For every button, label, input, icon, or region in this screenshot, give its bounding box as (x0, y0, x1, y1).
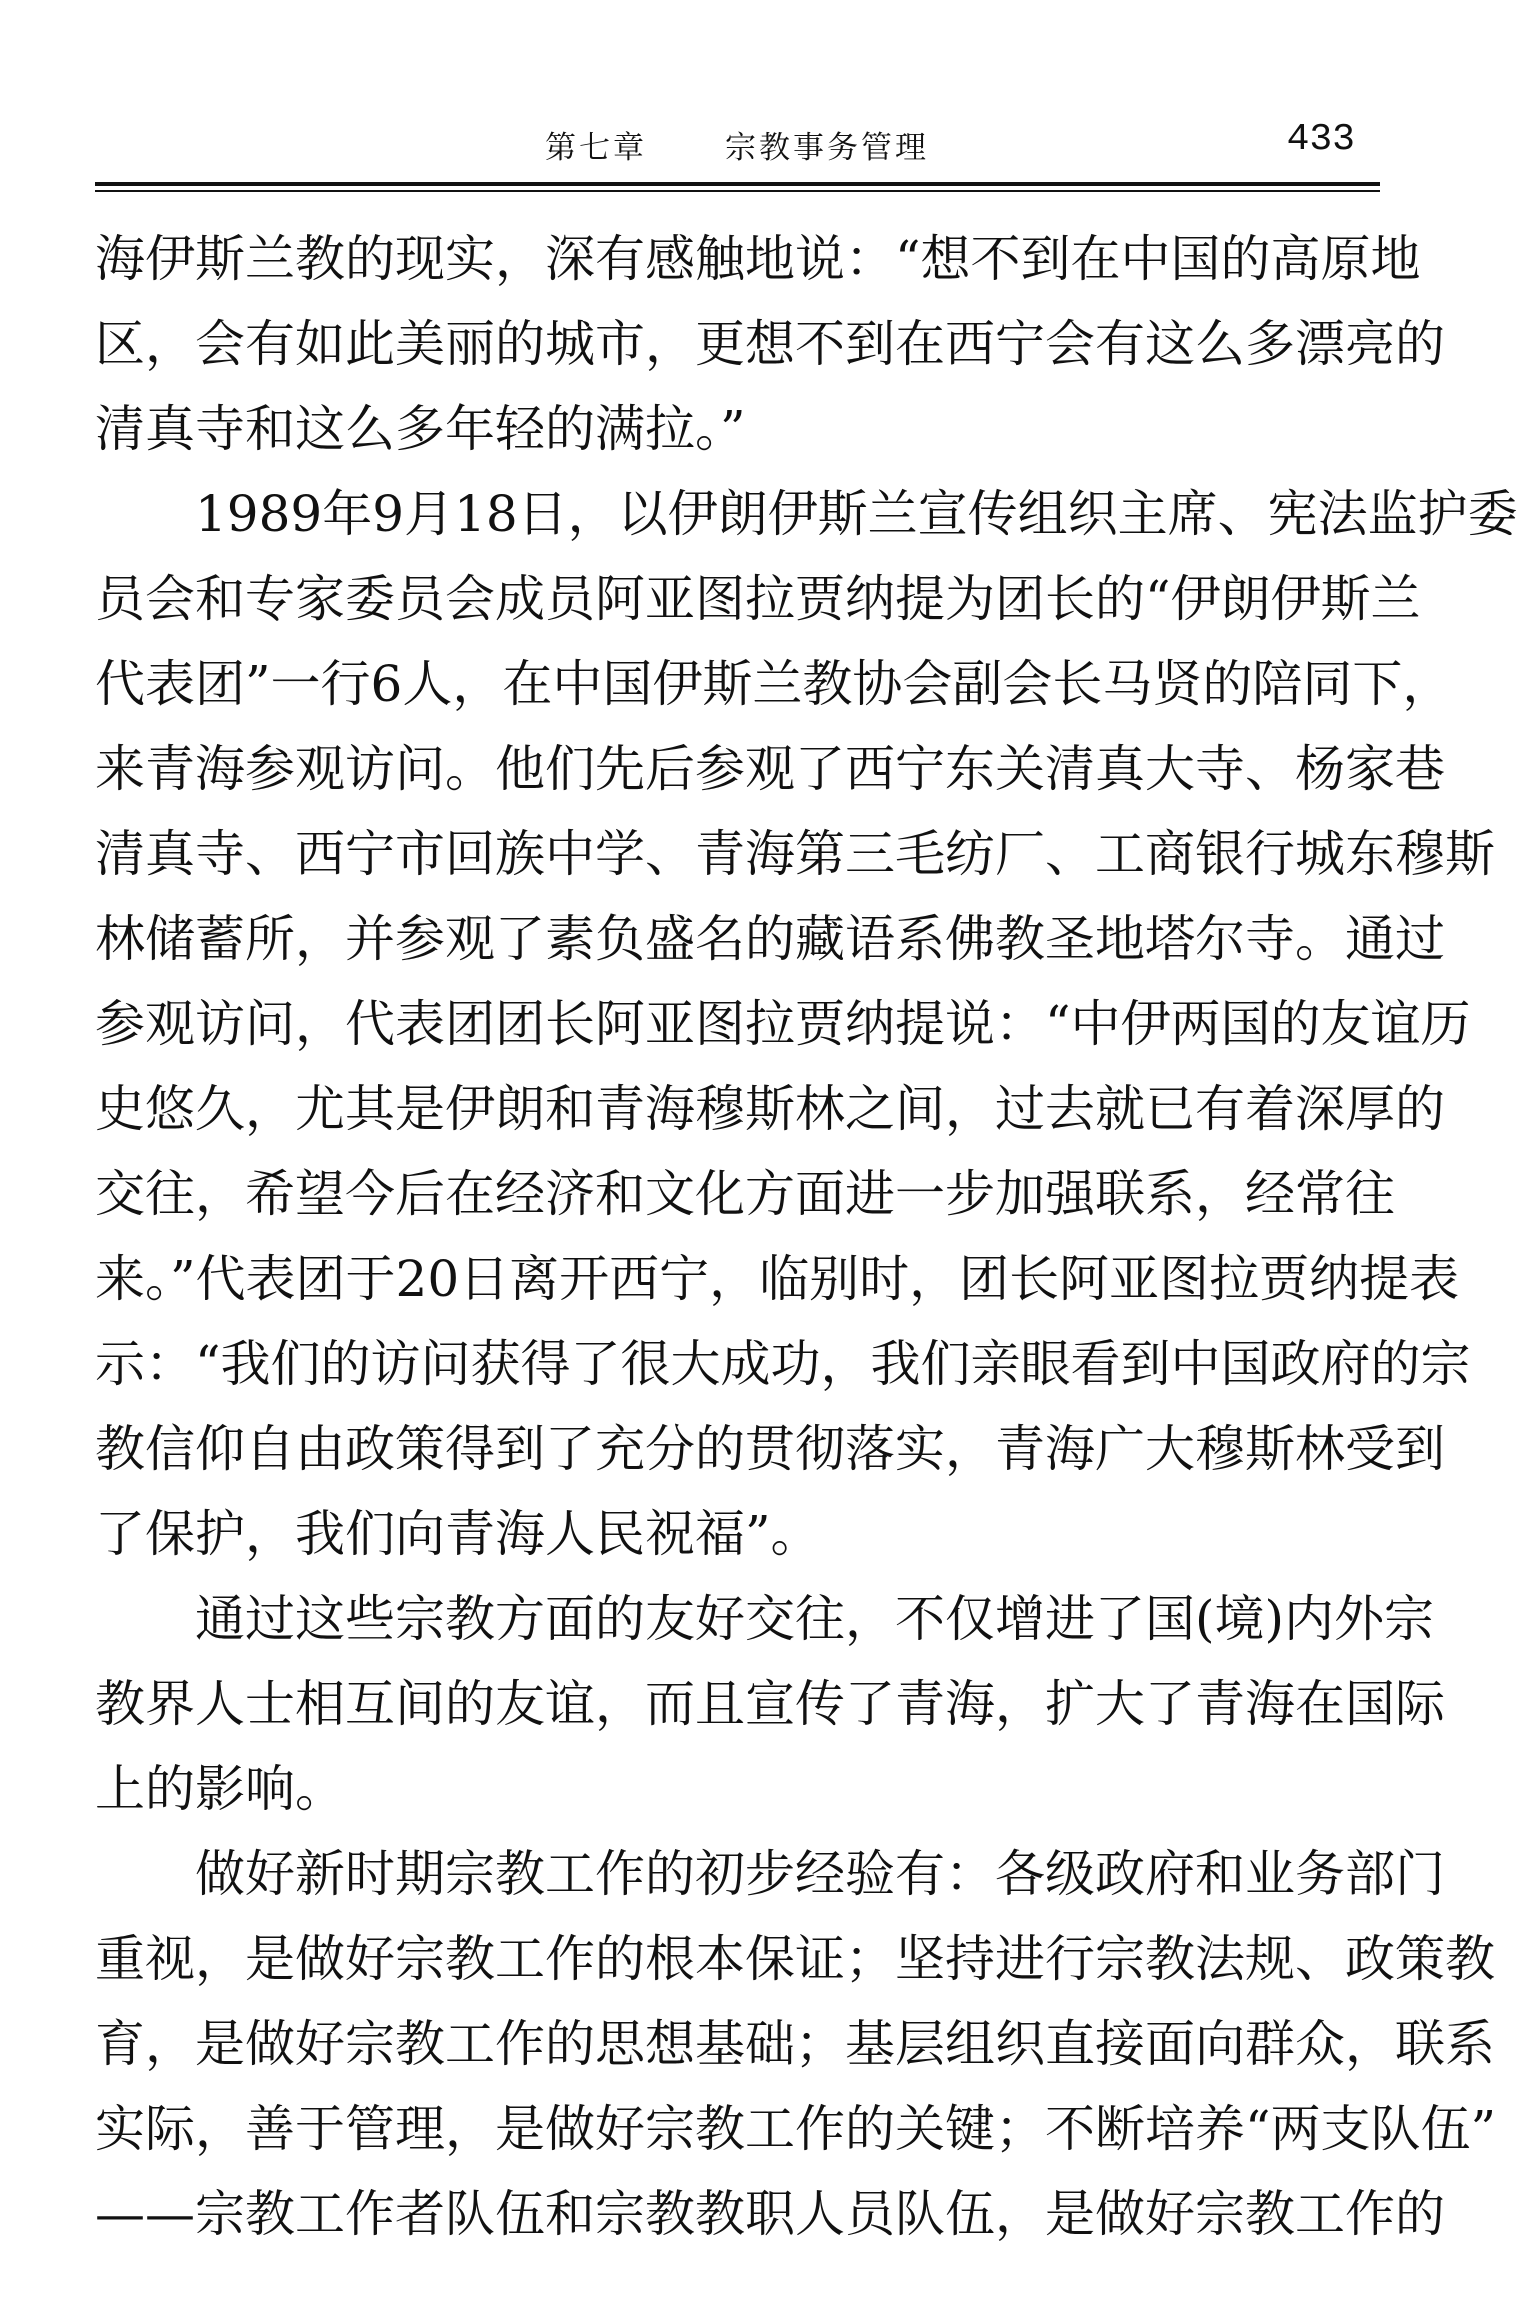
text-line: 史悠久，尤其是伊朗和青海穆斯林之间，过去就已有着深厚的 (95, 1080, 1445, 1138)
text-line: 通过这些宗教方面的友好交往，不仅增进了国(境)内外宗 (195, 1590, 1435, 1648)
body-text (95, 217, 1518, 2257)
text-line: 员会和专家委员会成员阿亚图拉贾纳提为团长的“伊朗伊斯兰 (95, 570, 1421, 628)
text-line: 清真寺和这么多年轻的满拉。” (95, 400, 746, 458)
text-line: 来。”代表团于20日离开西宁，临别时，团长阿亚图拉贾纳提表 (95, 1250, 1460, 1308)
running-header (95, 118, 1380, 178)
text-line: 育，是做好宗教工作的思想基础；基层组织直接面向群众，联系 (95, 2015, 1495, 2073)
text-line: 做好新时期宗教工作的初步经验有：各级政府和业务部门 (195, 1845, 1445, 1903)
text-line: 清真寺、西宁市回族中学、青海第三毛纺厂、工商银行城东穆斯 (95, 825, 1495, 883)
chapter-label: 第七章 (545, 130, 647, 166)
text-line: 区，会有如此美丽的城市，更想不到在西宁会有这么多漂亮的 (95, 315, 1445, 373)
text-line: 林储蓄所，并参观了素负盛名的藏语系佛教圣地塔尔寺。通过 (95, 910, 1445, 968)
text-line: 交往，希望今后在经济和文化方面进一步加强联系，经常往 (95, 1165, 1395, 1223)
text-line: 参观访问，代表团团长阿亚图拉贾纳提说：“中伊两国的友谊历 (95, 995, 1471, 1053)
header-rule-thick (95, 182, 1380, 186)
section-title: 宗教事务管理 (725, 130, 929, 166)
text-line: 示：“我们的访问获得了很大成功，我们亲眼看到中国政府的宗 (95, 1335, 1471, 1393)
header-rule-thin (95, 190, 1380, 192)
text-line: 代表团”一行6人，在中国伊斯兰教协会副会长马贤的陪同下， (95, 655, 1453, 713)
text-line: 来青海参观访问。他们先后参观了西宁东关清真大寺、杨家巷 (95, 740, 1445, 798)
text-line: 海伊斯兰教的现实，深有感触地说：“想不到在中国的高原地 (95, 230, 1421, 288)
text-line: 实际，善于管理，是做好宗教工作的关键；不断培养“两支队伍” (95, 2100, 1497, 2158)
text-line: 重视，是做好宗教工作的根本保证；坚持进行宗教法规、政策教 (95, 1930, 1495, 1988)
page-number: 433 (1286, 118, 1355, 161)
text-line: 1989年9月18日，以伊朗伊斯兰宣传组织主席、宪法监护委 (195, 485, 1518, 543)
text-line: 教信仰自由政策得到了充分的贯彻落实，青海广大穆斯林受到 (95, 1420, 1445, 1478)
text-line: 上的影响。 (95, 1760, 345, 1818)
text-line: ——宗教工作者队伍和宗教教职人员队伍，是做好宗教工作的 (95, 2185, 1445, 2243)
text-line: 了保护，我们向青海人民祝福”。 (95, 1505, 821, 1563)
text-line: 教界人士相互间的友谊，而且宣传了青海，扩大了青海在国际 (95, 1675, 1445, 1733)
